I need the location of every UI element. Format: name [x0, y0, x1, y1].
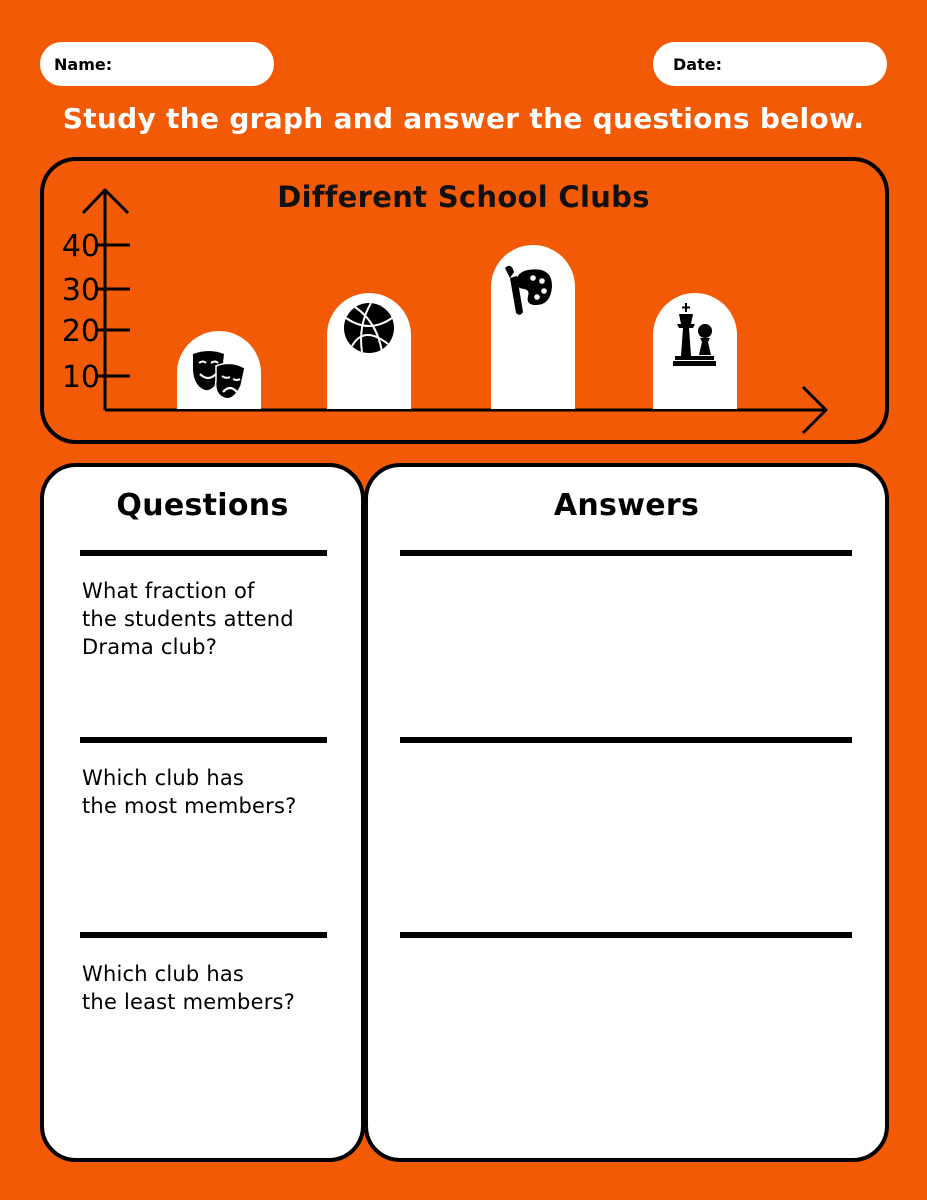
question-3: Which club has the least members? [82, 962, 296, 1014]
bar-chess [653, 293, 737, 409]
instruction-text: Study the graph and answer the questions below. [62, 102, 865, 135]
question-2: Which club has the most members? [82, 766, 297, 818]
question-divider [80, 932, 327, 938]
answer-line[interactable] [400, 737, 852, 743]
y-tick-label: 30 [61, 273, 100, 308]
y-tick-label: 40 [61, 229, 100, 264]
answer-line[interactable] [400, 932, 852, 938]
date-label: Date: [673, 54, 722, 74]
answer-line[interactable] [400, 550, 852, 556]
questions-heading: Questions [116, 488, 289, 523]
chart-title: Different School Clubs [277, 180, 650, 214]
basketball-icon [344, 303, 394, 353]
y-tick-label: 10 [61, 360, 100, 395]
answers-heading: Answers [553, 488, 700, 523]
question-1: What fraction of the students attend Drama club? [82, 579, 294, 659]
y-tick-label: 20 [61, 314, 100, 349]
bar-chart [0, 0, 927, 460]
answers-panel [364, 463, 889, 1162]
question-divider [80, 550, 327, 556]
question-divider [80, 737, 327, 743]
name-label: Name: [54, 54, 113, 74]
